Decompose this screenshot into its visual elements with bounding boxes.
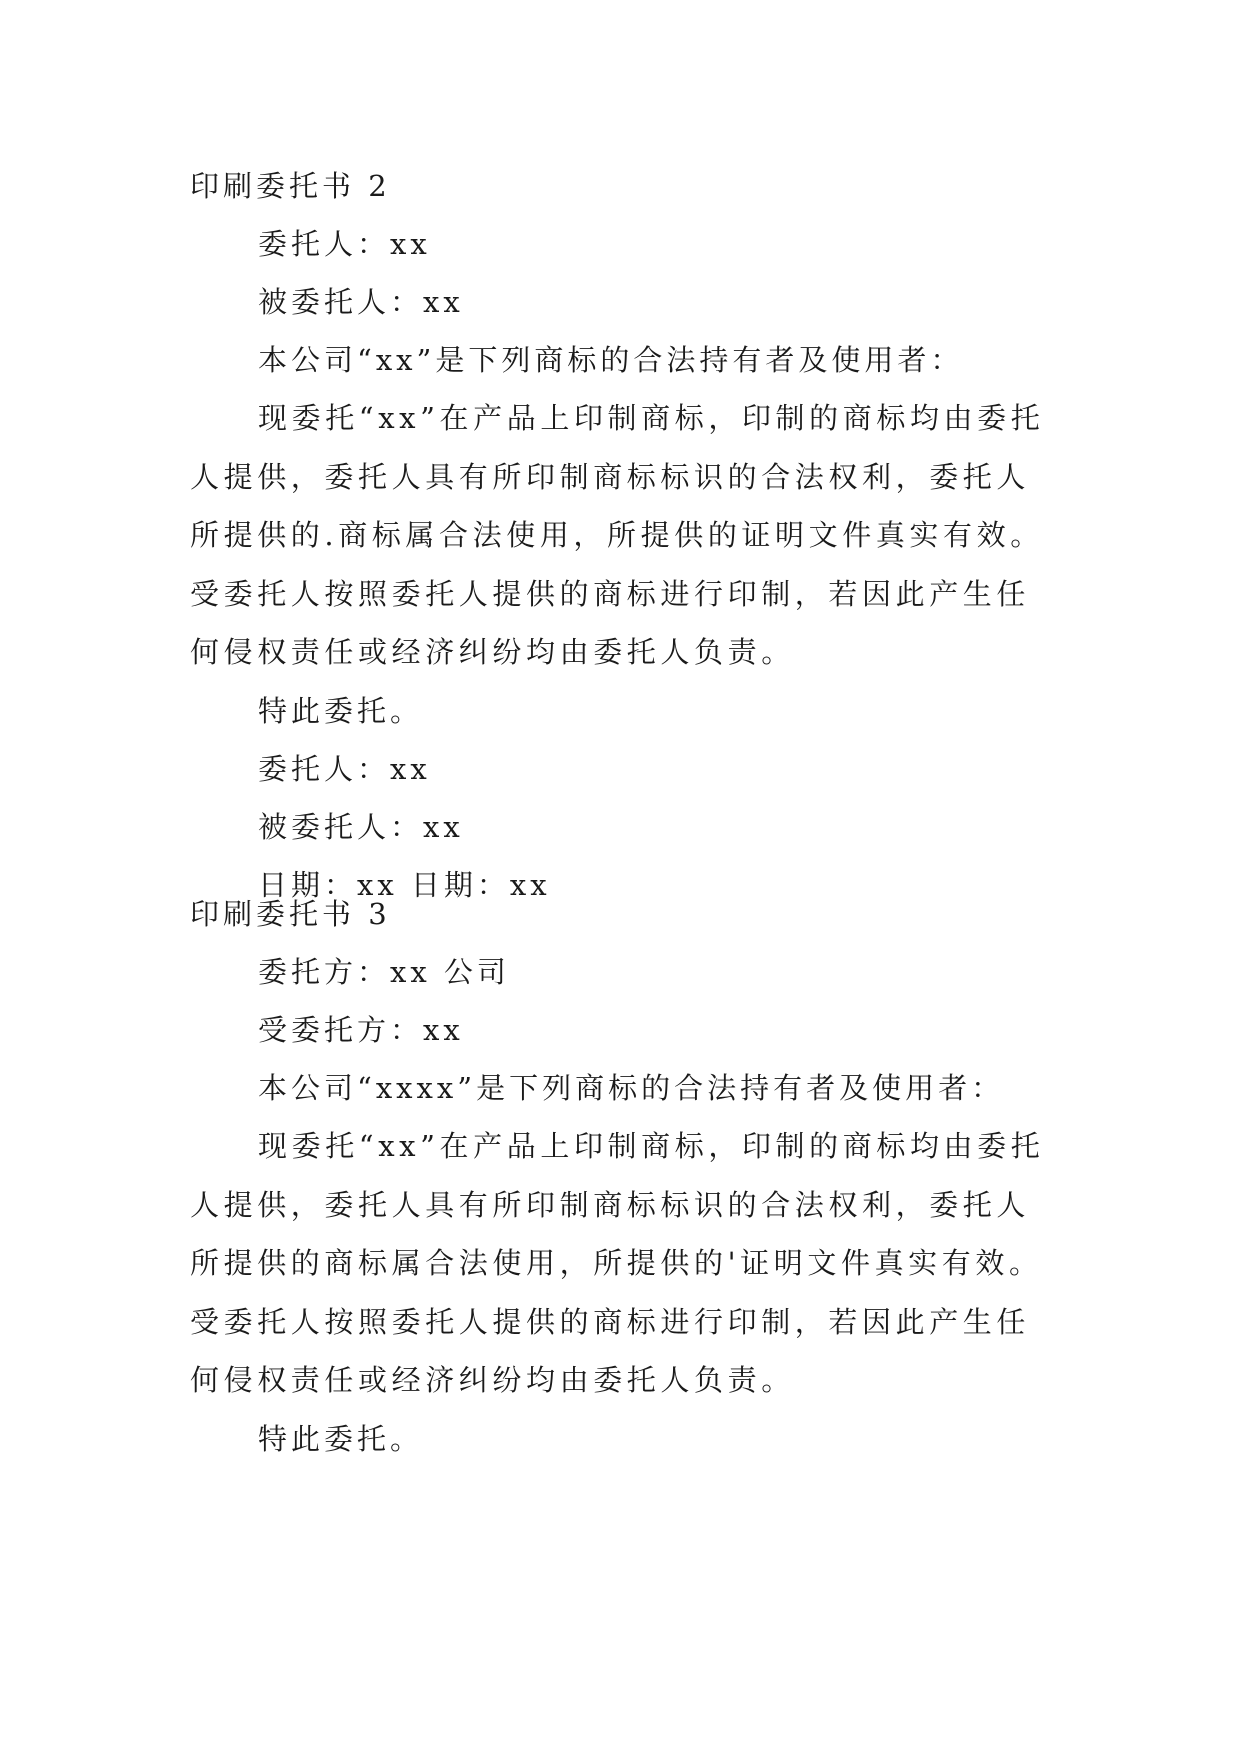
entrusting-party-line: 委托人：xx (258, 227, 431, 261)
section-3 (190, 885, 1052, 1468)
closing-line: 特此委托。 (258, 693, 424, 728)
trademark-statement-line: 本公司“xx”是下列商标的合法持有者及使用者： (258, 343, 964, 377)
body-paragraph-text: 现委托“xx”在产品上印制商标，印制的商标均由委托人提供，委托人具有所印制商标标识的合法权利，委托人所提供的商标属合法使用，所提供的'证明文件真实有效。受委托人按照委托人提供的商标进行印制，若因此产生任何侵权责任或经济纠纷均由委托人负责。 (190, 1129, 1045, 1397)
body-paragraph (190, 389, 1052, 682)
trademark-statement-line: 本公司“xxxx”是下列商标的合法持有者及使用者： (258, 1071, 1005, 1105)
entrusted-party-line: 被委托人：xx (258, 285, 464, 319)
entrusted-party-line: 受委托方：xx (258, 1013, 464, 1047)
signature-entrusting-party: 委托人：xx (258, 751, 431, 786)
section-title: 印刷委托书 3 (190, 897, 391, 931)
body-paragraph (190, 1117, 1052, 1410)
closing-line: 特此委托。 (258, 1421, 424, 1456)
section-title: 印刷委托书 2 (190, 169, 391, 203)
date-line: 日期：xx 日期：xx (258, 867, 551, 902)
section-2 (190, 157, 1052, 914)
body-paragraph-text: 现委托“xx”在产品上印制商标，印制的商标均由委托人提供，委托人具有所印制商标标识的合法权利，委托人所提供的.商标属合法使用，所提供的证明文件真实有效。受委托人按照委托人提供的商标进行印制，若因此产生任何侵权责任或经济纠纷均由委托人负责。 (190, 401, 1045, 669)
signature-entrusted-party: 被委托人：xx (258, 809, 464, 844)
entrusting-party-line: 委托方：xx 公司 (258, 955, 510, 989)
